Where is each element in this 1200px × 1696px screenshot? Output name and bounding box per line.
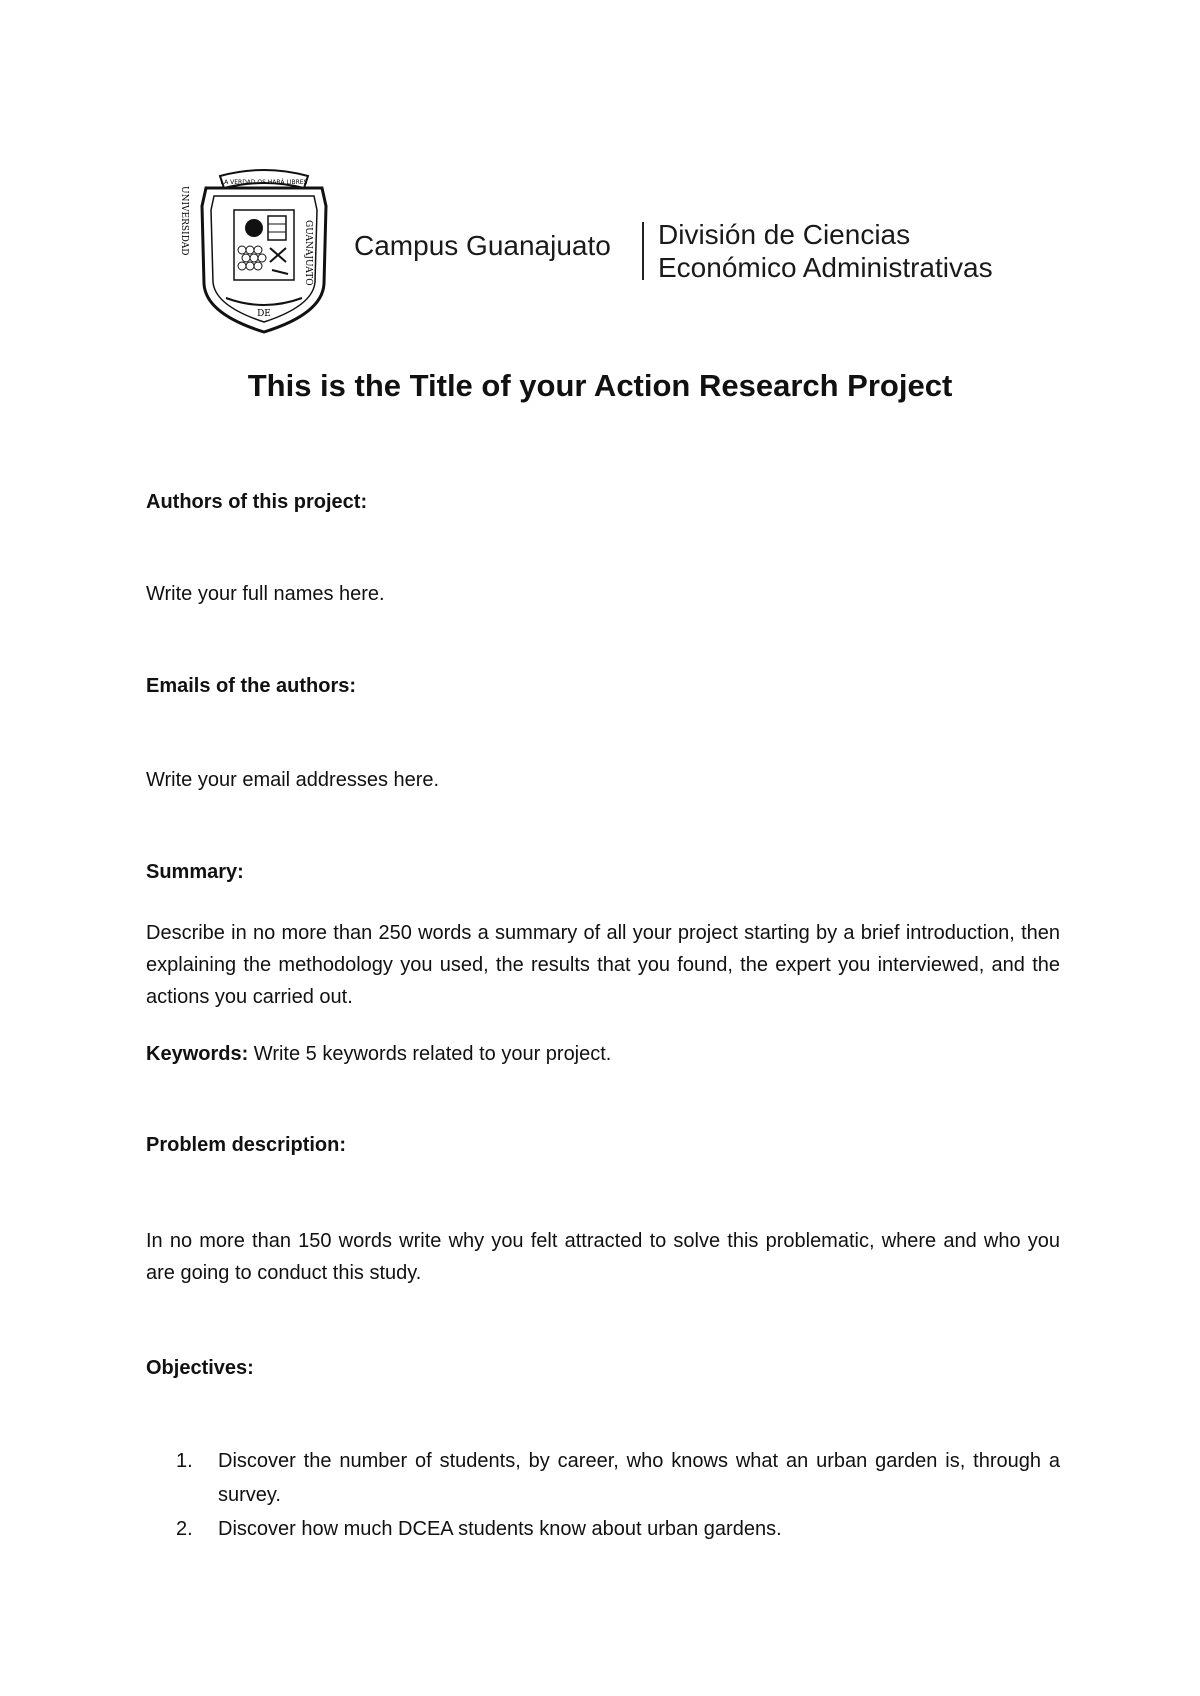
list-item-text: Discover how much DCEA students know about urban gardens. bbox=[218, 1518, 782, 1540]
keywords-heading: Keywords: bbox=[146, 1043, 249, 1065]
seal-motto: LA VERDAD OS HARÁ LIBRES bbox=[220, 179, 308, 186]
list-item-number: 2. bbox=[176, 1518, 193, 1540]
list-item-text: Discover the number of students, by career, who knows what an urban garden is, through a survey. bbox=[218, 1450, 1060, 1506]
campus-name: Campus Guanajuato bbox=[354, 230, 611, 261]
objectives-list bbox=[146, 1444, 1060, 1546]
summary-heading: Summary: bbox=[146, 861, 244, 883]
keywords-text: Write 5 keywords related to your project. bbox=[248, 1043, 612, 1065]
division-line-2: Económico Administrativas bbox=[658, 252, 993, 283]
seal-text-left: UNIVERSIDAD bbox=[179, 186, 189, 256]
list-item bbox=[146, 1512, 1060, 1546]
division-name bbox=[658, 218, 993, 284]
keywords-line bbox=[146, 1038, 1060, 1070]
problem-heading: Problem description: bbox=[146, 1134, 347, 1156]
authors-text: Write your full names here. bbox=[146, 583, 385, 605]
header-divider bbox=[642, 222, 644, 280]
list-item bbox=[146, 1444, 1060, 1512]
emails-text: Write your email addresses here. bbox=[146, 769, 440, 791]
emails-heading: Emails of the authors: bbox=[146, 675, 357, 697]
problem-text: In no more than 150 words write why you felt attracted to solve this problematic, where and who you are going to conduct this study. bbox=[146, 1230, 1060, 1284]
list-item-number: 1. bbox=[176, 1450, 193, 1472]
seal-text-bottom: DE bbox=[257, 309, 271, 319]
summary-text: Describe in no more than 250 words a summary of all your project starting by a brief introduction, then explaining the methodology you used, the results that you found, the expert you interviewed, and the actions you carried out. bbox=[146, 922, 1060, 1008]
university-seal-logo bbox=[179, 166, 332, 336]
header bbox=[179, 166, 1036, 336]
division-line-1: División de Ciencias bbox=[658, 219, 911, 250]
seal-text-right: GUANAJUATO bbox=[303, 220, 313, 286]
objectives-heading: Objectives: bbox=[146, 1357, 254, 1379]
document-title: This is the Title of your Action Research Project bbox=[247, 368, 953, 403]
authors-heading: Authors of this project: bbox=[146, 491, 368, 513]
